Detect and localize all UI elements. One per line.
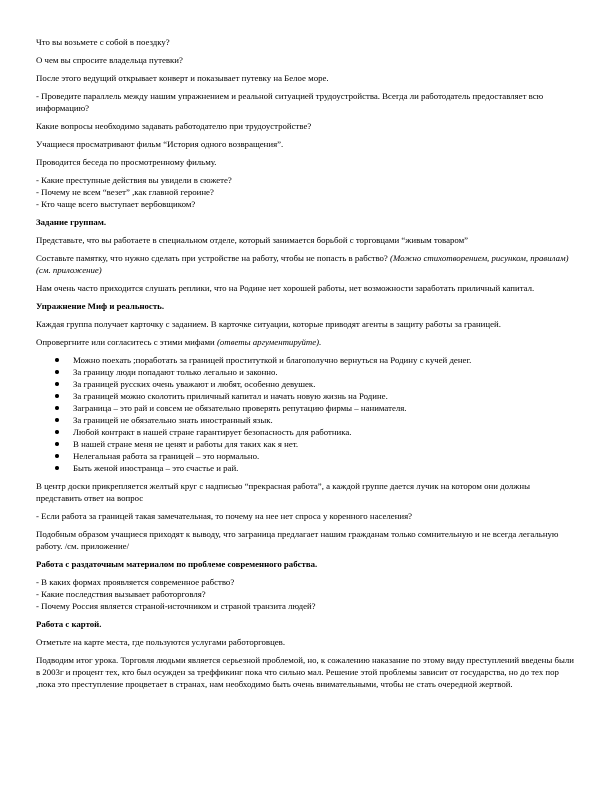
slavery-question: - Какие последствия вызывает работорговля? [36, 589, 206, 599]
myth-item: Заграница – это рай и совсем не обязательно проверять репутацию фирмы – нанимателя. [36, 402, 576, 414]
paragraph-refute [36, 336, 576, 348]
slavery-questions [36, 576, 576, 612]
paragraph-if-work: - Если работа за границей такая замечательная, то почему на нее нет спроса у коренного населения? [36, 511, 413, 521]
paragraph-yellow-circle: В центр доски прикрепляется желтый круг с надписью “прекрасная работа”, а каждой группе дается лучик на котором они должны представить ответ на вопрос [36, 481, 530, 503]
refute-text: Опровергните или согласитесь с этими мифами [36, 337, 215, 347]
paragraph-parallel: - Проведите параллель между нашим упражнением и реальной ситуацией трудоустройства. Всегда ли работодатель предоставляет всю информацию? [36, 91, 544, 113]
paragraph-conclusion: Подобным образом учащиеся приходят к выводу, что заграница предлагает нашим гражданам только сомнительную и не всегда легальную работу. /см. приложение/ [36, 529, 559, 551]
paragraph-replies: Нам очень часто приходится слушать реплики, что на Родине нет хорошей работы, нет возможности заработать приличный капитал. [36, 283, 535, 293]
film-question: - Почему не всем “везет” ,как главной героине? [36, 187, 214, 197]
question-ask-owner: О чем вы спросите владельца путевки? [36, 55, 183, 65]
slavery-question: - В каких формах проявляется современное рабство? [36, 577, 235, 587]
refute-note: (ответы аргументируйте). [216, 337, 322, 347]
paragraph-employer-questions: Какие вопросы необходимо задавать работодателю при трудоустройстве? [36, 121, 312, 131]
myth-item: За границей не обязательно знать иностранный язык. [36, 414, 576, 426]
myth-item: За границей русских очень уважают и любят, особенно девушек. [36, 378, 576, 390]
myth-item: Нелегальная работа за границей – это нормально. [36, 450, 576, 462]
paragraph-envelope: После этого ведущий открывает конверт и показывает путевку на Белое море. [36, 73, 329, 83]
myth-item: Быть женой иностранца – это счастье и рай. [36, 462, 576, 474]
slavery-question: - Почему Россия является страной-источником и страной транзита людей? [36, 601, 316, 611]
myth-item: В нашей стране меня не ценят и работы для таких как я нет. [36, 438, 576, 450]
film-questions [36, 174, 576, 210]
film-question: - Какие преступные действия вы увидели в сюжете? [36, 175, 232, 185]
myth-item: За границей можно сколотить приличный капитал и начать новую жизнь на Родине. [36, 390, 576, 402]
paragraph-map: Отметьте на карте места, где пользуются услугами работорговцев. [36, 637, 286, 647]
paragraph-discussion: Проводится беседа по просмотренному фильму. [36, 157, 217, 167]
myth-item: Можно поехать ;поработать за границей проституткой и благополучно вернуться на Родину с кучей денег. [36, 354, 576, 366]
heading-myth-reality: Упражнение Миф и реальность. [36, 301, 165, 311]
document-page [36, 36, 576, 696]
heading-map-work: Работа с картой. [36, 619, 102, 629]
paragraph-film: Учащиеся просматривают фильм “История одного возвращения”. [36, 139, 284, 149]
heading-handout: Работа с раздаточным материалом по проблеме современного рабства. [36, 559, 318, 569]
paragraph-imagine: Представьте, что вы работаете в специальном отделе, который занимается борьбой с торговцами “живым товаром” [36, 235, 469, 245]
memo-text: Составьте памятку, что нужно сделать при устройстве на работу, чтобы не попасть в рабство? [36, 253, 388, 263]
myths-list [36, 354, 576, 474]
memo-note: (Можно стихотворением, рисунком, правилам) (см. приложение) [36, 253, 569, 275]
question-what-to-take: Что вы возьмете с собой в поездку? [36, 37, 170, 47]
myth-item: За границу люди попадают только легально и законно. [36, 366, 576, 378]
myth-item: Любой контракт в нашей стране гарантирует безопасность для работника. [36, 426, 576, 438]
paragraph-card: Каждая группа получает карточку с заданием. В карточке ситуации, которые приводят агенты в защиту работы за границей. [36, 319, 501, 329]
paragraph-memo [36, 252, 576, 276]
film-question: - Кто чаще всего выступает вербовщиком? [36, 199, 196, 209]
heading-group-task: Задание группам. [36, 217, 107, 227]
paragraph-summary: Подводим итог урока. Торговля людьми является серьезной проблемой, но, к сожалению наказание по этому виду преступлений введены были в 2003г и процент тех, кто был осужден за треффикинг пока что сильно мал. Решение этой проблемы зависит от государства, но до тех пор ,пока это преступление процветает в странах, нам необходимо быть очень внимательными, чтобы не стать очередной жертвой. [36, 655, 574, 689]
